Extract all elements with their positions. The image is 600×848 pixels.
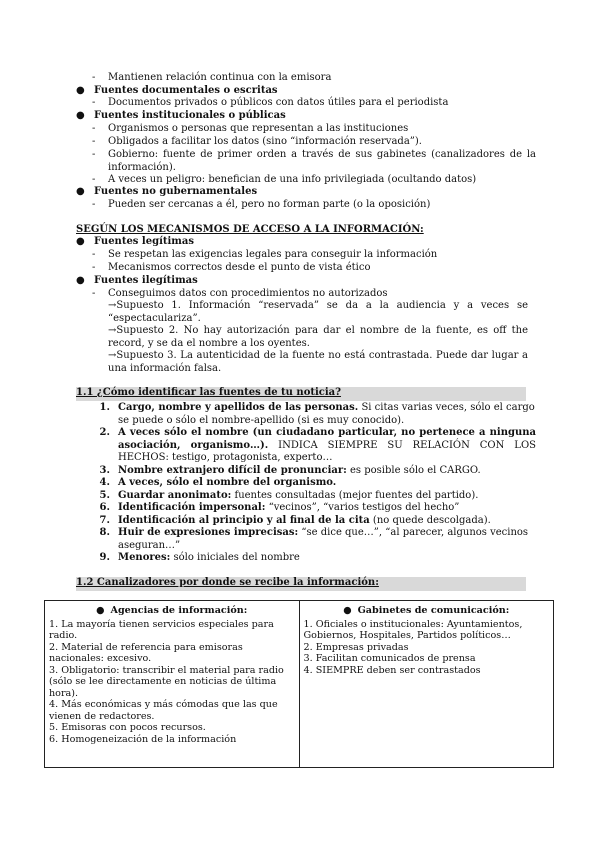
list-item: 6. Homogeneización de la información: [49, 733, 237, 745]
gabinetes-cell: [299, 601, 554, 768]
section-heading-acceso: SEGÚN LOS MECANISMOS DE ACCESO A LA INFORMACIÓN:: [76, 224, 424, 235]
list-item: 2. Material de referencia para emisoras nacionales: excesivo.: [49, 641, 243, 664]
list-item: 5. Emisoras con pocos recursos.: [49, 722, 206, 733]
supuesto-2: →Supuesto 2. No hay autorización para dar el nombre de la fuente, es off the record, y se da el nombre a los oyentes.: [108, 325, 528, 349]
list-item: 4. Más económicas y más cómodas que las que vienen de redactores.: [49, 699, 278, 722]
agencias-heading: ● Agencias de información:: [96, 605, 248, 616]
canalizadores-table: [44, 600, 554, 768]
bullet-icon: ●: [76, 275, 85, 286]
supuesto-3: →Supuesto 3. La autenticidad de la fuente no está contrastada. Puede dar lugar a una información falsa.: [108, 350, 528, 374]
document-page: - Mantienen relación continua con la emisora ● Fuentes documentales o escritas - Documentos privados o públicos con datos útiles para el periodista ● Fuentes institucionales o públicas - Organismos o personas que representan a las instituciones - Obligados a facilitar los datos (sino “información reservada”). - Gobierno: fuente de primer orden a través de sus gabinetes (canalizadores de la información). - A veces un peligro: benefician de una info privilegiada (ocultando datos) ● Fuentes no gubernamentales - Pueden ser cercanas a él, pero no forman parte (o la oposición) SEGÚN LOS MECANISMOS DE ACCESO A LA INFORMACIÓN: ● Fuentes legítimas - Se respetan las exigencias legales para conseguir la información - Mecanismos correctos desde el punto de vista ético ● Fuentes ilegítimas - Conseguimos datos con procedimientos no autorizados →Supuesto 1. Información “reservada” se da a la audiencia y a veces se “espectaculariza”. →Supuesto 2. No hay autorización para dar el nombre de la fuente, es off the record, y se da el nombre a los oyentes. →Supuesto 3. La autenticidad de la fuente no está contrastada. Puede dar lugar a una información falsa. 1.1 ¿Cómo identificar las fuentes de tu noticia? 1. Cargo, nombre y apellidos de las personas. Si citas varias veces, sólo el cargo se puede o sólo el nombre-apellido (si es muy conocido). 2. A veces sólo el nombre (un ciudadano particular, no pertenece a ninguna asociación, organismo…). INDICA SIEMPRE SU RELACIÓN CON LOS HECHOS: testigo, protagonista, experto… 3. Nombre extranjero difícil de pronunciar: es posible sólo el CARGO. 4. A veces, sólo el nombre del organismo. 5. Guardar anonimato: fuentes consultadas (mejor fuentes del partido). 6. Identificación impersonal: “vecinos”, “varios testigos del hecho” 7. Identificación al principio y al final de la cita (no quede descolgada). 8. Huir de expresiones imprecisas: “se dice que…”, “al parecer, algunos vecinos aseguran…” 9. Menores: sólo iniciales del nombre 1.2 Canalizadores por donde se recibe la información: ● Agencias de información: 1. La mayoría tienen servicios especiales para radio. 2. Material de referencia para emisoras nacionales: excesivo. 3. Obligatorio: transcribir el material para radio (sólo se lee directamente en noticias de última hora). 4. Más económicas y más cómodas que las que vienen de redactores. 5. Emisoras con pocos recursos. 6. Homogeneización de la información ● Gabinetes de comunicación: 1. Oficiales o institucionales: Ayuntamientos, Gobiernos, Hospitales, Partidos políticos… 2. Empresas privadas 3. Facilitan comunicados de prensa 4. SIEMPRE deben ser contrastados: [0, 0, 600, 848]
bullet-icon: ●: [76, 236, 85, 247]
bullet-icon: ●: [343, 605, 352, 616]
bullet-icon: ●: [96, 605, 105, 616]
supuesto-1: →Supuesto 1. Información “reservada” se da a la audiencia y a veces se “espectaculariza”.: [108, 300, 528, 324]
list-item: 4. SIEMPRE deben ser contrastados: [303, 664, 481, 676]
list-item: 2. Empresas privadas: [303, 641, 409, 653]
section-title-identificar: 1.1 ¿Cómo identificar las fuentes de tu noticia?: [76, 387, 526, 401]
bullet-icon: ●: [76, 85, 85, 96]
bullet-icon: ●: [76, 186, 85, 197]
list-item: 3. Facilitan comunicados de prensa: [303, 653, 476, 664]
list-item: 1. La mayoría tienen servicios especiales para radio.: [49, 618, 274, 641]
list-item: 1. Oficiales o institucionales: Ayuntamientos, Gobiernos, Hospitales, Partidos políticos…: [303, 618, 523, 641]
list-item: 3. Obligatorio: transcribir el material para radio (sólo se lee directamente en noticias de última hora).: [49, 664, 284, 699]
bullet-icon: ●: [76, 110, 85, 121]
gabinetes-heading: ● Gabinetes de comunicación:: [343, 605, 510, 616]
section-title-canalizadores: 1.2 Canalizadores por donde se recibe la información:: [76, 577, 526, 591]
agencias-cell: [45, 601, 300, 768]
